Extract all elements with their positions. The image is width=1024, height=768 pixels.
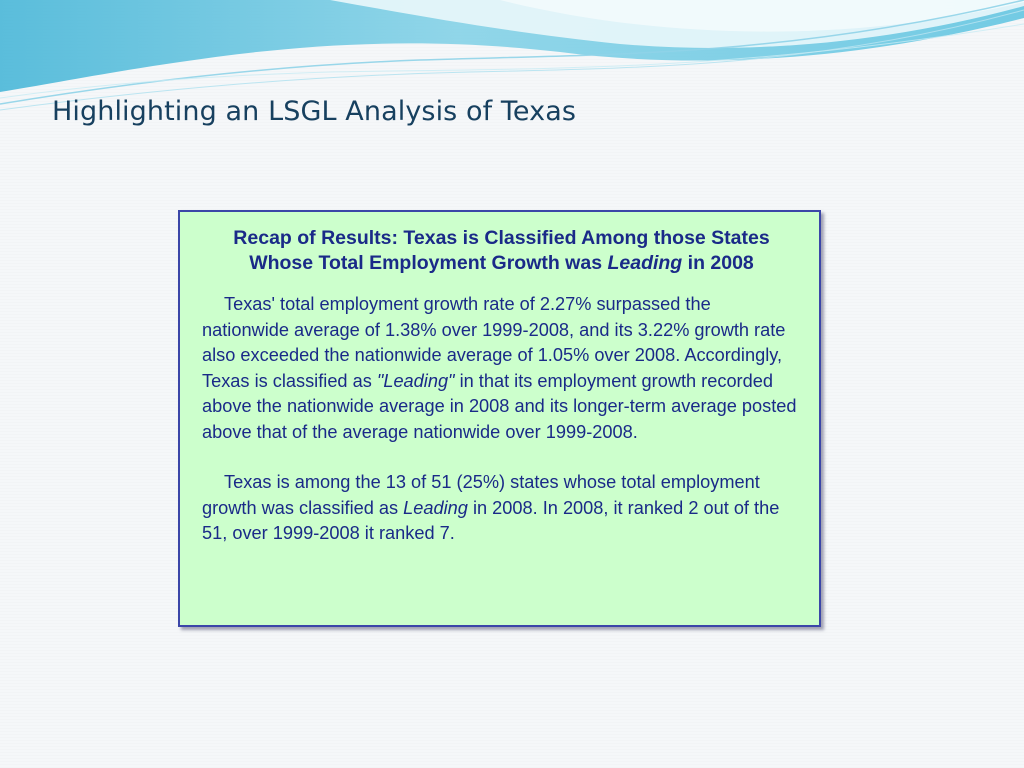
paragraph-text: Texas is among the 13 of 51 (25%) states whose total employment growth was classified as [202,472,760,518]
paragraph-text: Texas' total employment growth rate of 2.27% surpassed the nationwide average of 1.38% over 1999-2008, and its 3.22% growth rate also exceeded the nationwide average of 1.05% over 2008. Accordingly, Texas is classified as [202,294,786,391]
recap-heading [202,226,801,276]
paragraph-text: in 2008. In 2008, it ranked 2 out of the 51, over 1999-2008 it ranked 7. [202,497,780,543]
paragraph-emphasis: "Leading" [376,370,455,391]
paragraph-emphasis: Leading [403,497,468,518]
recap-heading-year: in 2008 [682,252,754,274]
recap-paragraph-ranking [202,470,801,547]
recap-paragraph-growth [202,292,801,445]
recap-heading-emphasis: Leading [607,252,683,274]
slide-title: Highlighting an LSGL Analysis of Texas [52,96,577,127]
recap-heading-text: Recap of Results: Texas is Classified Among those States Whose Total Employment Growth was [233,227,770,274]
paragraph-text: in that its employment growth recorded above the nationwide average in 2008 and its longer-term average posted above that of the average nationwide over 1999-2008. [202,370,797,442]
recap-box [178,210,821,627]
